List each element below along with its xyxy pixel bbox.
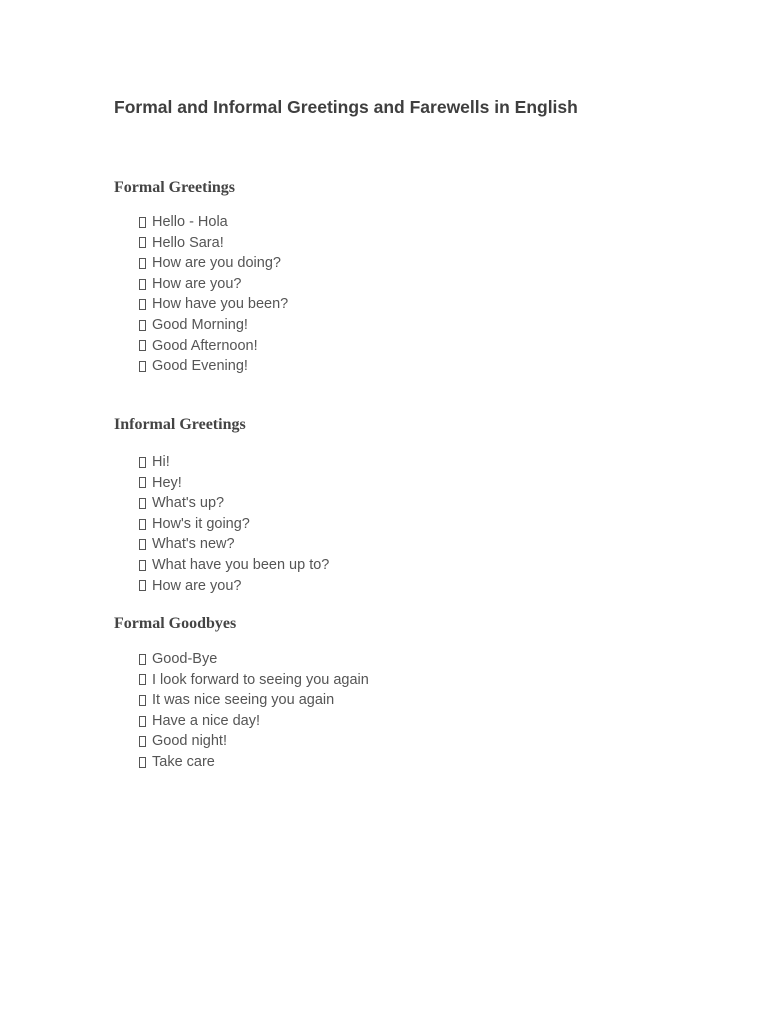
list-item	[138, 356, 288, 377]
list-item	[138, 493, 329, 514]
section-heading-formal-greetings: Formal Greetings	[114, 179, 236, 196]
list-item-text: Good Afternoon!	[152, 337, 258, 354]
list-item	[138, 649, 369, 670]
bullet-icon	[139, 279, 146, 290]
bullet-icon	[139, 258, 146, 269]
list-item	[138, 294, 288, 315]
list-item	[138, 534, 329, 555]
list-item-text: It was nice seeing you again	[152, 692, 335, 709]
bullet-icon	[139, 757, 146, 768]
list-item-text: Good night!	[152, 733, 227, 750]
list-item	[138, 731, 369, 752]
list-item	[138, 452, 329, 473]
list-item-text: Good Morning!	[152, 316, 248, 333]
bullet-icon	[139, 539, 146, 550]
list-item-text: Hey!	[152, 474, 182, 491]
informal-greetings-list	[138, 452, 329, 596]
section-heading-formal-goodbyes: Formal Goodbyes	[114, 615, 237, 632]
list-item	[138, 514, 329, 535]
list-item	[138, 336, 288, 357]
bullet-icon	[139, 674, 146, 685]
list-item-text: How are you?	[152, 577, 242, 594]
bullet-icon	[139, 695, 146, 706]
list-item	[138, 233, 288, 254]
bullet-icon	[139, 580, 146, 591]
bullet-icon	[139, 320, 146, 331]
list-item	[138, 752, 369, 773]
list-item-text: What's up?	[152, 495, 225, 512]
section-heading-informal-greetings: Informal Greetings	[114, 416, 246, 433]
bullet-icon	[139, 654, 146, 665]
list-item-text: Take care	[152, 753, 215, 770]
formal-goodbyes-list	[138, 649, 369, 773]
list-item-text: Good Evening!	[152, 358, 248, 375]
list-item-text: What's new?	[152, 536, 235, 553]
list-item-text: How's it going?	[152, 515, 250, 532]
list-item	[138, 670, 369, 691]
bullet-icon	[139, 560, 146, 571]
list-item	[138, 555, 329, 576]
bullet-icon	[139, 477, 146, 488]
list-item-text: Hello - Hola	[152, 214, 228, 230]
list-item-text: Good-Bye	[152, 651, 218, 667]
bullet-icon	[139, 736, 146, 747]
bullet-icon	[139, 217, 146, 228]
bullet-icon	[139, 340, 146, 351]
bullet-icon	[139, 237, 146, 248]
list-item	[138, 212, 288, 233]
list-item	[138, 711, 369, 732]
list-item-text: Have a nice day!	[152, 712, 261, 729]
bullet-icon	[139, 361, 146, 372]
list-item-text: How have you been?	[152, 296, 289, 313]
bullet-icon	[139, 457, 146, 468]
list-item	[138, 315, 288, 336]
list-item-text: I look forward to seeing you again	[152, 671, 369, 688]
document-title: Formal and Informal Greetings and Farewells in English	[114, 97, 578, 117]
list-item-text: How are you?	[152, 275, 242, 292]
bullet-icon	[139, 498, 146, 509]
list-item	[138, 253, 288, 274]
list-item-text: Hello Sara!	[152, 234, 224, 251]
list-item-text: How are you doing?	[152, 255, 281, 272]
list-item	[138, 690, 369, 711]
bullet-icon	[139, 519, 146, 530]
formal-greetings-list	[138, 212, 288, 377]
bullet-icon	[139, 299, 146, 310]
list-item	[138, 473, 329, 494]
bullet-icon	[139, 716, 146, 727]
list-item	[138, 274, 288, 295]
list-item	[138, 576, 329, 597]
list-item-text: What have you been up to?	[152, 556, 330, 573]
list-item-text: Hi!	[152, 454, 170, 470]
